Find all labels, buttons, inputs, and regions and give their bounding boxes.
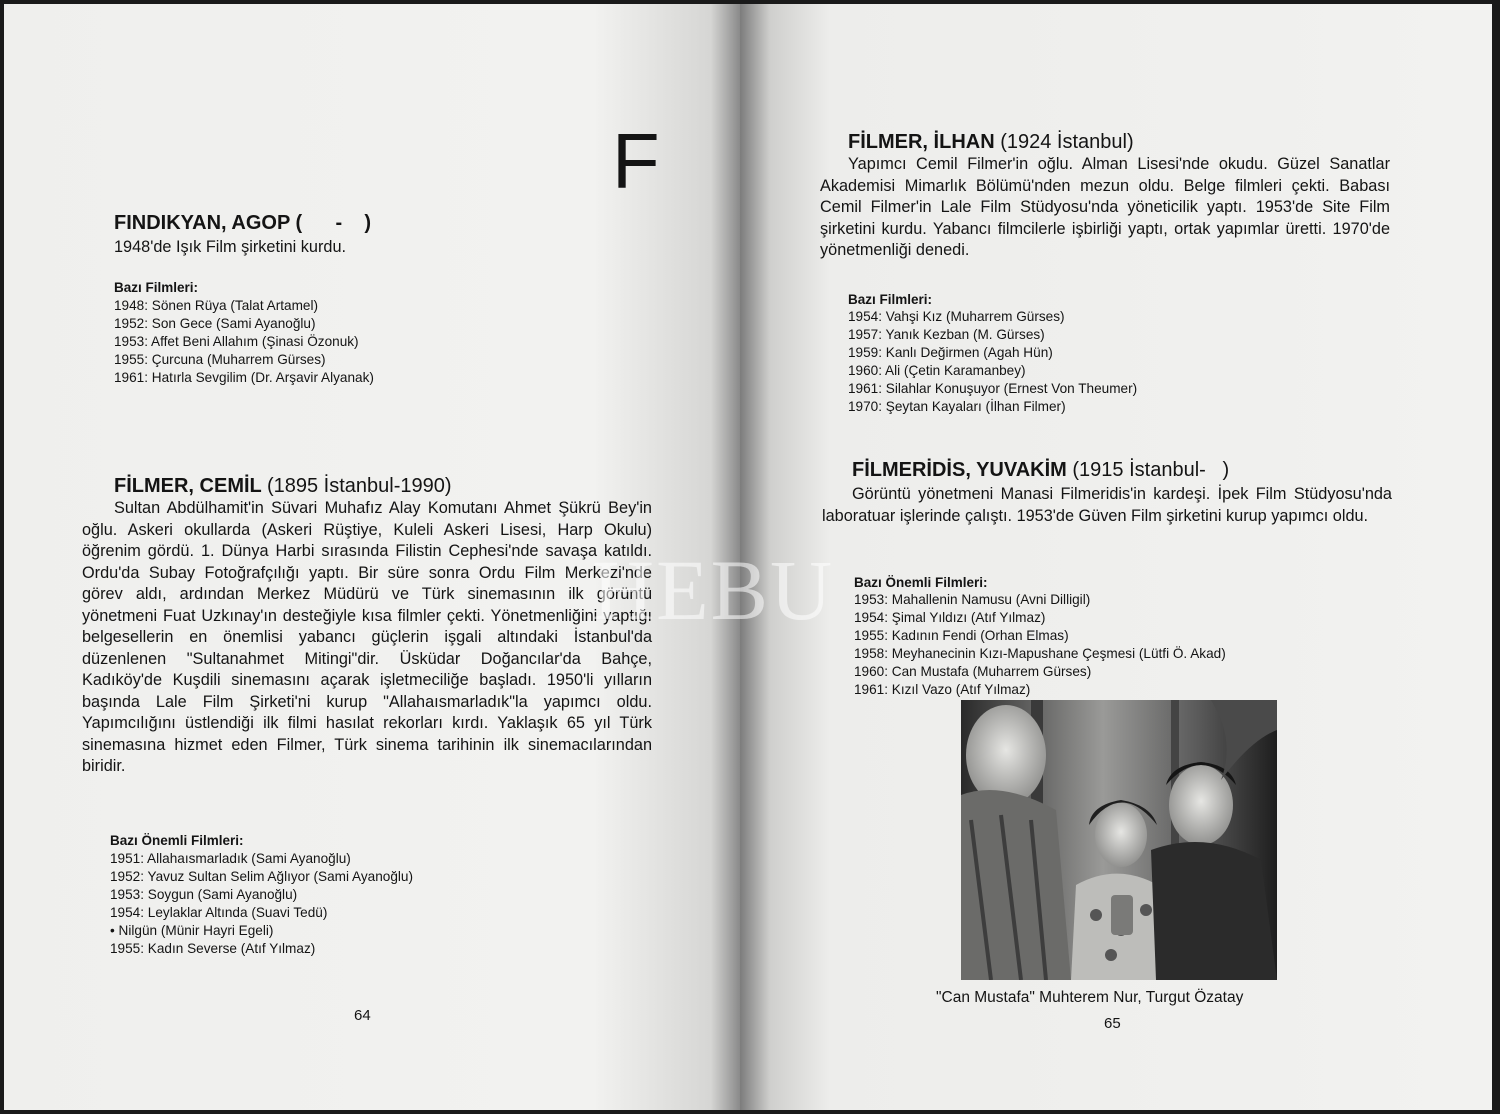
entry-heading xyxy=(852,459,1229,482)
film-item: 1954: Şimal Yıldızı (Atıf Yılmaz) xyxy=(854,610,1046,625)
films-heading: Bazı Filmleri: xyxy=(848,292,933,307)
film-item: 1951: Allahaısmarladık (Sami Ayanoğlu) xyxy=(110,851,351,866)
film-still-image xyxy=(961,700,1277,980)
entry-years: (1915 İstanbul- ) xyxy=(1072,459,1230,481)
entry-bio: 1948'de Işık Film şirketini kurdu. xyxy=(114,238,347,256)
film-item: 1955: Kadın Severse (Atıf Yılmaz) xyxy=(110,941,316,956)
section-letter: F xyxy=(612,117,660,205)
film-item: 1955: Çurcuna (Muharrem Gürses) xyxy=(114,352,326,367)
entry-heading xyxy=(114,475,452,498)
photo-caption: "Can Mustafa" Muhterem Nur, Turgut Özatay xyxy=(936,989,1244,1006)
entry-bio: Görüntü yönetmeni Manasi Filmeridis'in kardeşi. İpek Film Stüdyosu'nda laboratuar işlerinde çalıştı. 1953'de Güven Film şirketini kurup yapımcı oldu. xyxy=(822,485,1392,525)
film-list xyxy=(110,850,413,958)
right-page xyxy=(740,4,1492,1110)
film-item: 1970: Şeytan Kayaları (İlhan Filmer) xyxy=(848,399,1066,414)
film-item: 1948: Sönen Rüya (Talat Artamel) xyxy=(114,298,319,313)
film-item: 1958: Meyhanecinin Kızı-Mapushane Çeşmesi (Lütfi Ö. Akad) xyxy=(854,646,1226,661)
entry-bio: Sultan Abdülhamit'in Süvari Muhafız Alay Komutanı Ahmet Şükrü Bey'in oğlu. Askeri okullarda (Askeri Rüştiye, Kuleli Askeri Lisesi, Harp Okulu) öğrenim gördü. 1. Dünya Harbi sırasında Filistin Cephesi'nde savaşa katıldı. Ordu'da Subay Fotoğrafçılığı yaptı. Bir süre sonra Ordu Film Merkezi'nde görev aldı, ardından Merkez Müdürü ve Türk sinemasının ilk görüntü yönetmeni Fuat Uzkınay'ın desteğiyle kısa filmler çekti. Yönetmenliğini yaptığı belgesellerin en önemlisi yabancı güçlerin işgali altındaki İstanbul'da düzenlenen "Sultanahmet Mitingi"dir. Üsküdar Doğancılar'da Bahçe, Kadıköy'de Kuşdili sinemasını açarak işletmeciliğe başladı. 1950'li yılların başında Lale Film Şirketi'ni kurup "Allahaısmarladık"la yapımcı oldu. Yapımcılığını üstlendiği ilk filmi hasılat rekorları kırdı. Yaklaşık 65 yıl Türk sinemasına hizmet eden Filmer, Türk sinema tarihinin ilk sinemacılarından biridir. xyxy=(82,499,652,775)
entry-name: FİLMER, CEMİL xyxy=(114,475,262,497)
film-item: 1953: Mahallenin Namusu (Avni Dilligil) xyxy=(854,592,1091,607)
entry-name: FINDIKYAN, AGOP xyxy=(114,212,290,234)
film-item: 1960: Can Mustafa (Muharrem Gürses) xyxy=(854,664,1092,679)
page-number: 64 xyxy=(354,1007,371,1024)
page-number: 65 xyxy=(1104,1015,1121,1032)
entry-years: (1895 İstanbul-1990) xyxy=(266,475,452,497)
film-item: • Nilgün (Münir Hayri Egeli) xyxy=(110,923,274,938)
film-item: 1959: Kanlı Değirmen (Agah Hün) xyxy=(848,345,1053,360)
film-item: 1960: Ali (Çetin Karamanbey) xyxy=(848,363,1026,378)
films-heading: Bazı Filmleri: xyxy=(114,280,199,295)
film-item: 1961: Kızıl Vazo (Atıf Yılmaz) xyxy=(854,682,1031,697)
film-item: 1953: Affet Beni Allahım (Şinasi Özonuk) xyxy=(114,334,359,349)
watermark: HEBU xyxy=(592,542,835,638)
film-item: 1954: Vahşi Kız (Muharrem Gürses) xyxy=(848,309,1065,324)
entry-years: (1924 İstanbul) xyxy=(1000,131,1134,153)
film-item: 1953: Soygun (Sami Ayanoğlu) xyxy=(110,887,298,902)
entry-years: ( - ) xyxy=(295,212,372,234)
films-heading: Bazı Önemli Filmleri: xyxy=(854,575,988,590)
film-list xyxy=(848,308,1137,416)
film-still-photo xyxy=(961,700,1277,980)
film-item: 1957: Yanık Kezban (M. Gürses) xyxy=(848,327,1045,342)
film-item: 1961: Hatırla Sevgilim (Dr. Arşavir Alyanak) xyxy=(114,370,374,385)
film-list xyxy=(854,591,1226,699)
entry-name: FİLMERİDİS, YUVAKİM xyxy=(852,459,1067,481)
entry-bio: Yapımcı Cemil Filmer'in oğlu. Alman Lisesi'nde okudu. Güzel Sanatlar Akademisi Mimarlık Bölümü'nden mezun oldu. Belge filmleri çekti. Babası Cemil Filmer'in Lale Film Stüdyosu'nda yöneticilik yaptı. 1953'de Site Film şirketini kurdu. Yabancı filmcilerle işbirliği yaptı, ortak yapımlar üretti. 1970'de yönetmenliği denedi. xyxy=(820,155,1390,259)
films-heading: Bazı Önemli Filmleri: xyxy=(110,833,244,848)
film-item: 1952: Yavuz Sultan Selim Ağlıyor (Sami Ayanoğlu) xyxy=(110,869,414,884)
entry-heading xyxy=(114,212,371,235)
film-item: 1954: Leylaklar Altında (Suavi Tedü) xyxy=(110,905,328,920)
entry-name: FİLMER, İLHAN xyxy=(848,131,995,153)
entry-heading xyxy=(848,131,1134,154)
film-list xyxy=(114,297,374,387)
film-item: 1961: Silahlar Konuşuyor (Ernest Von Theumer) xyxy=(848,381,1138,396)
film-item: 1955: Kadının Fendi (Orhan Elmas) xyxy=(854,628,1069,643)
film-item: 1952: Son Gece (Sami Ayanoğlu) xyxy=(114,316,316,331)
